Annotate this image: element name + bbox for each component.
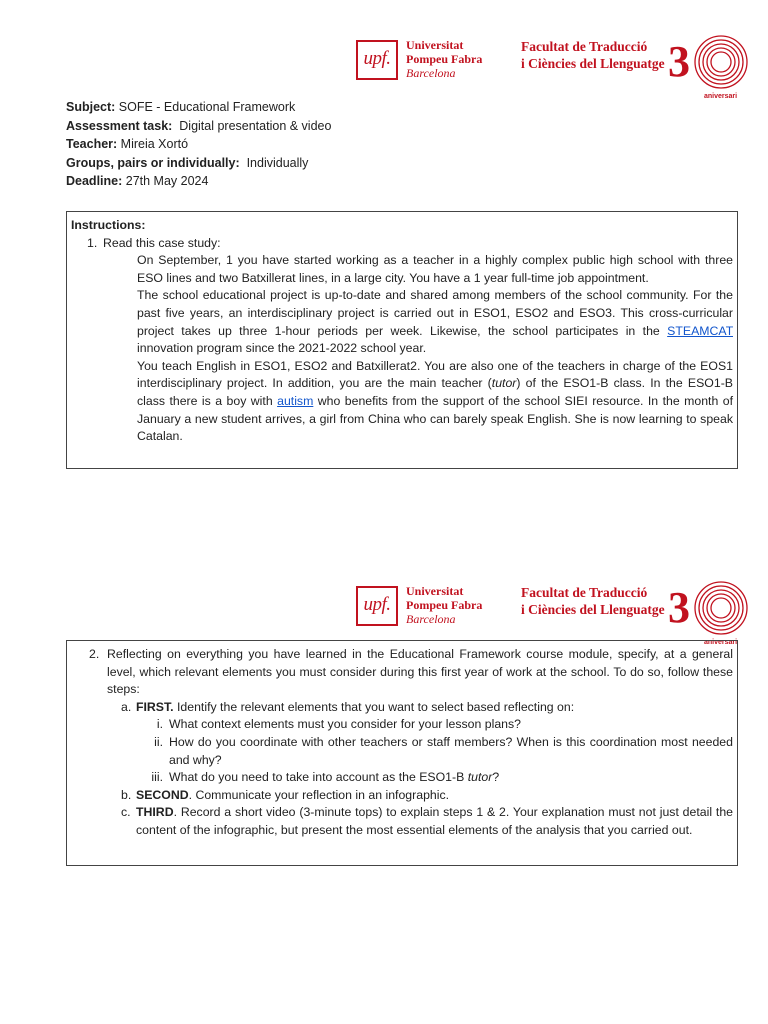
step-b xyxy=(71,787,733,805)
teacher-label: Teacher: xyxy=(66,137,118,152)
anniversary-label: aniversari xyxy=(704,639,738,646)
deadline-line xyxy=(66,172,331,191)
sub-step-i xyxy=(71,716,733,734)
step-number: a. xyxy=(121,699,132,714)
faculty-line1: Facultat de Traducció xyxy=(521,39,648,54)
anniversary-30-logo xyxy=(666,32,750,102)
sub-step-iii xyxy=(71,769,733,787)
para-text: innovation program since the 2021-2022 school year. xyxy=(137,341,427,356)
groups-label: Groups, pairs or individually: xyxy=(66,155,240,170)
step-title: FIRST. xyxy=(136,699,174,714)
groups-value: Individually xyxy=(239,155,309,170)
case-paragraph-1: On September, 1 you have started working as a teacher in a highly complex public high school with three ESO lines and two Batxillerat lines, in a large city. You have a 1 year full-time job appointment. xyxy=(137,253,733,285)
subject-line xyxy=(66,98,331,117)
page-header-1 xyxy=(356,38,746,108)
step-text: . Record a short video (3-minute tops) to explain steps 1 & 2. Your explanation must not just detail the content of the infographic, but present the most essential elements of the analysis that you carried out. xyxy=(136,805,733,837)
task-2-item xyxy=(71,646,733,699)
sub-step-text: What context elements must you consider for your lesson plans? xyxy=(169,717,521,732)
tutor-term: tutor xyxy=(467,770,493,785)
para-text: You teach English in ESO1, ESO2 and Batxillerat2. You are also one of the teachers in charge of the EOS1 interdisciplinary project. In addition, you are the main teacher ( xyxy=(137,358,733,391)
task-label: Assessment task: xyxy=(66,118,173,133)
item-text: Read this case study: xyxy=(103,235,221,250)
faculty-name xyxy=(521,584,665,618)
step-c xyxy=(71,804,733,839)
steamcat-link[interactable]: STEAMCAT xyxy=(667,323,733,338)
deadline-value: 27th May 2024 xyxy=(122,174,209,189)
faculty-line2: i Ciències del Llenguatge xyxy=(521,56,665,71)
para-text: The school educational project is up-to-date and shared among members of the school community. For the past five years, an interdisciplinary project is carried out in ESO1, ESO2 and ESO3. This cross-curricular project takes up three 1-hour periods per week. Likewise, the school participates in the xyxy=(137,288,733,338)
para-text: ) of the ESO1-B class. In the ESO1-B class there is a boy with xyxy=(137,376,733,408)
upf-name xyxy=(406,38,482,80)
subject-label: Subject: xyxy=(66,100,116,114)
teacher-line xyxy=(66,135,331,154)
upf-line3: Barcelona xyxy=(406,66,456,80)
svg-text:3: 3 xyxy=(668,583,690,632)
subject-value: SOFE - Educational Framework xyxy=(115,100,296,114)
faculty-line2: i Ciències del Llenguatge xyxy=(521,602,665,617)
tutor-term: tutor xyxy=(491,376,517,391)
step-title: SECOND xyxy=(136,787,189,802)
sub-step-ii xyxy=(71,734,733,769)
anniversary-label: aniversari xyxy=(704,93,738,100)
step-number: c. xyxy=(121,805,131,820)
instructions-heading: Instructions: xyxy=(71,218,146,232)
sub-step-text: ? xyxy=(492,770,500,785)
task-2-box xyxy=(66,640,738,866)
instructions-box xyxy=(66,211,738,469)
sub-step-number: ii. xyxy=(154,734,163,749)
upf-line1: Universitat xyxy=(406,38,464,52)
svg-text:3: 3 xyxy=(668,37,690,86)
upf-line2: Pompeu Fabra xyxy=(406,598,483,612)
instruction-item-1 xyxy=(71,235,733,253)
anniversary-30-logo xyxy=(666,578,750,648)
sub-step-text: What do you need to take into account as the ESO1-B xyxy=(169,770,468,785)
autism-link[interactable]: autism xyxy=(277,393,314,408)
assignment-meta xyxy=(66,98,331,191)
step-number: b. xyxy=(121,787,132,802)
step-text: Identify the relevant elements that you want to select based reflecting on: xyxy=(173,699,575,714)
item-number: 1. xyxy=(87,235,98,250)
groups-line xyxy=(66,154,331,173)
para-text: who benefits from the support of the school SIEI resource. In the month of January a new student arrives, a girl from China who can barely speak English. She is now learning to speak Catalan. xyxy=(137,393,733,444)
faculty-line1: Facultat de Traducció xyxy=(521,585,648,600)
step-a xyxy=(71,699,733,717)
item-number: 2. xyxy=(89,647,100,661)
sub-step-number: i. xyxy=(156,717,163,732)
case-paragraph-2 xyxy=(71,287,733,357)
upf-line3: Barcelona xyxy=(406,612,456,626)
upf-line2: Pompeu Fabra xyxy=(406,52,483,66)
upf-logo: upf. xyxy=(356,40,398,80)
sub-step-text: How do you coordinate with other teachers or staff members? When is this coordination most needed and why? xyxy=(169,734,733,767)
task-line xyxy=(66,117,331,136)
teacher-value: Mireia Xortó xyxy=(117,137,189,152)
sub-step-number: iii. xyxy=(151,770,163,785)
item-text: Reflecting on everything you have learned in the Educational Framework course module, specify, at a general level, which relevant elements you must consider during this first year of work at the school. To do so, follow these steps: xyxy=(107,647,733,697)
upf-logo: upf. xyxy=(356,586,398,626)
task-value: Digital presentation & video xyxy=(172,118,332,133)
step-title: THIRD xyxy=(136,805,174,820)
faculty-name xyxy=(521,38,665,72)
case-paragraph-3 xyxy=(71,358,733,446)
upf-line1: Universitat xyxy=(406,584,464,598)
step-text: . Communicate your reflection in an infographic. xyxy=(188,787,450,802)
upf-name xyxy=(406,584,482,626)
deadline-label: Deadline: xyxy=(66,174,123,189)
